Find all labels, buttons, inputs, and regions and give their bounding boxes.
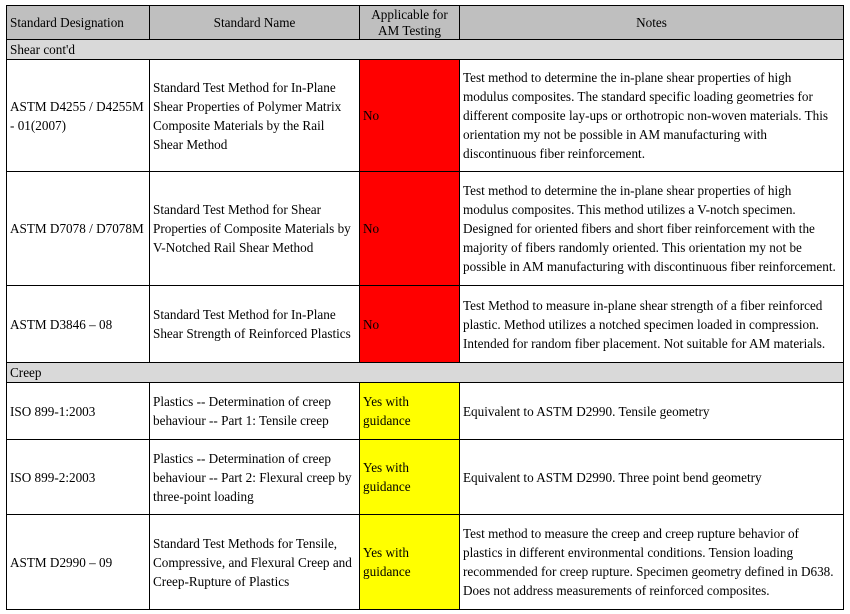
table-row — [7, 60, 844, 172]
applicable-cell: Yes with guidance — [360, 383, 460, 440]
notes-cell: Test Method to measure in-plane shear strength of a fiber reinforced plastic. Method utilizes a notched specimen loaded in compression. Intended for random fiber placement. Not suitable for AM materials. — [460, 286, 844, 363]
name-cell: Plastics -- Determination of creep behaviour -- Part 1: Tensile creep — [150, 383, 360, 440]
header-notes: Notes — [460, 6, 844, 40]
name-cell: Plastics -- Determination of creep behaviour -- Part 2: Flexural creep by three-point loading — [150, 440, 360, 515]
section-row — [7, 40, 844, 60]
notes-cell: Test method to measure the creep and creep rupture behavior of plastics in different environmental conditions. Tension loading recommended for creep rupture. Specimen geometry defined in D638. Does not address measurements of reinforced composites. — [460, 515, 844, 610]
name-cell: Standard Test Method for In-Plane Shear Properties of Polymer Matrix Composite Materials by the Rail Shear Method — [150, 60, 360, 172]
name-cell: Standard Test Method for Shear Properties of Composite Materials by V-Notched Rail Shear Method — [150, 172, 360, 286]
section-title: Creep — [7, 363, 844, 383]
standards-table — [6, 5, 844, 610]
section-title: Shear cont'd — [7, 40, 844, 60]
header-applicable — [360, 6, 460, 40]
designation-cell: ISO 899-2:2003 — [7, 440, 150, 515]
header-row — [7, 6, 844, 40]
name-cell: Standard Test Methods for Tensile, Compressive, and Flexural Creep and Creep-Rupture of Plastics — [150, 515, 360, 610]
table-row — [7, 172, 844, 286]
designation-cell: ISO 899-1:2003 — [7, 383, 150, 440]
name-cell: Standard Test Method for In-Plane Shear Strength of Reinforced Plastics — [150, 286, 360, 363]
applicable-cell: Yes with guidance — [360, 515, 460, 610]
table-row — [7, 515, 844, 610]
notes-cell: Equivalent to ASTM D2990. Tensile geometry — [460, 383, 844, 440]
designation-cell: ASTM D7078 / D7078M — [7, 172, 150, 286]
table-row — [7, 383, 844, 440]
notes-cell: Test method to determine the in-plane shear properties of high modulus composites. This method utilizes a V-notch specimen. Designed for oriented fibers and short fiber reinforcement with the majority of fibers randomly oriented. This orientation my not be possible in AM manufacturing with discontinuous fiber reinforcement. — [460, 172, 844, 286]
applicable-cell: No — [360, 286, 460, 363]
designation-cell: ASTM D3846 – 08 — [7, 286, 150, 363]
designation-cell: ASTM D2990 – 09 — [7, 515, 150, 610]
notes-cell: Test method to determine the in-plane shear properties of high modulus composites. The standard specific loading geometries for different composite lay-ups or orthotropic non-woven materials. This orientation my not be possible in AM manufacturing with discontinuous fiber reinforcement. — [460, 60, 844, 172]
header-applicable-line2: AM Testing — [378, 22, 441, 38]
header-designation: Standard Designation — [7, 6, 150, 40]
section-row — [7, 363, 844, 383]
table-row — [7, 286, 844, 363]
header-name: Standard Name — [150, 6, 360, 40]
notes-cell: Equivalent to ASTM D2990. Three point bend geometry — [460, 440, 844, 515]
applicable-cell: No — [360, 60, 460, 172]
header-applicable-line1: Applicable for — [371, 6, 448, 22]
applicable-cell: Yes with guidance — [360, 440, 460, 515]
designation-cell: ASTM D4255 / D4255M - 01(2007) — [7, 60, 150, 172]
applicable-cell: No — [360, 172, 460, 286]
table-row — [7, 440, 844, 515]
